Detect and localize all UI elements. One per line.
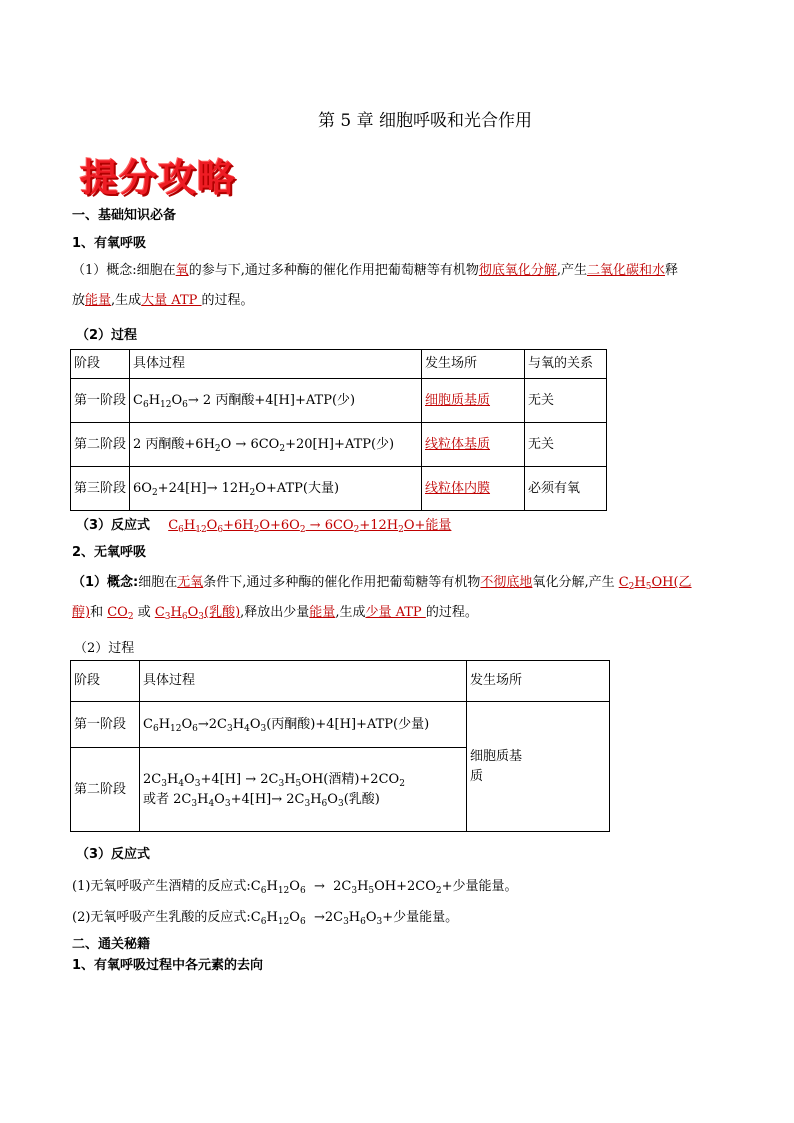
anaerobic-heading: 2、无氧呼吸 <box>72 545 147 560</box>
process-cell: 2 丙酮酸$+6H_2O \to 6CO_2+20[H]+ATP$(少) <box>130 423 422 467</box>
table-header: 发生场所 <box>422 350 525 379</box>
aerobic-process-heading: （2）过程 <box>76 328 138 343</box>
section1-heading: 一、基础知识必备 <box>72 208 177 223</box>
stage-cell: 第一阶段 <box>71 702 140 748</box>
stage-cell: 第二阶段 <box>71 423 130 467</box>
site-cell: 线粒体内膜 <box>422 467 525 511</box>
anaerobic-table <box>70 660 610 832</box>
table-header: 阶段 <box>71 350 130 379</box>
aerobic-heading: 1、有氧呼吸 <box>72 236 147 251</box>
page-title: 第 5 章 细胞呼吸和光合作用 <box>317 111 533 131</box>
table-row <box>71 379 607 423</box>
relation-cell: 必须有氧 <box>525 467 607 511</box>
table-row <box>71 702 610 748</box>
section2-heading: 二、通关秘籍 <box>72 937 151 952</box>
stage-cell: 第二阶段 <box>71 748 140 832</box>
aerobic-equation: （3）反应式 $C_6H_{12}O_6+6H_2O+6O_2 \to 6CO_2+12H_2O+$能量 <box>76 518 452 535</box>
stage-cell: 第一阶段 <box>71 379 130 423</box>
stage-cell: 第三阶段 <box>71 467 130 511</box>
site-cell: 线粒体基质 <box>422 423 525 467</box>
anaerobic-equation-heading: （3）反应式 <box>76 847 151 862</box>
process-cell: $2C_3H_4O_3+4[H] \to 2C_3H_5OH$(酒精)$+2CO_2$ 或者 $2C_3H_4O_3+4[H]\to 2C_3H_6O_3$(乳酸) <box>140 748 467 832</box>
site-cell: 细胞质基质 <box>467 702 610 832</box>
anaerobic-concept: （1）概念:细胞在无氧条件下,通过多种酶的催化作用把葡萄糖等有机物不彻底地氧化分解,产生 $C_2H_5OH$(乙 醇)和 $CO_2$ 或 $C_3H_6O_3$(乳酸),释放出少量能量,生成少量 ATP 的过程。 <box>72 575 692 622</box>
logo-banner: 提分攻略 <box>80 156 237 200</box>
anaerobic-equation-1: (1)无氧呼吸产生酒精的反应式$:C_6H_{12}O_6 \to 2C_3H_5OH+2CO_2+$少量能量。 <box>72 879 518 896</box>
table-row <box>71 467 607 511</box>
process-cell: $6O_2+24[H]\to 12H_2O+ATP$(大量) <box>130 467 422 511</box>
process-cell: $C_6H_{12}O_6\to 2C_3H_4O_3$(丙酮酸)+4[H]+ATP(少量) <box>140 702 467 748</box>
table-header: 阶段 <box>71 661 140 702</box>
table-row <box>71 423 607 467</box>
aerobic-concept: （1）概念:细胞在氧的参与下,通过多种酶的催化作用把葡萄糖等有机物彻底氧化分解,产生二氧化碳和水释 放能量,生成大量 ATP 的过程。 <box>72 263 679 308</box>
table-header: 发生场所 <box>467 661 610 702</box>
relation-cell: 无关 <box>525 379 607 423</box>
relation-cell: 无关 <box>525 423 607 467</box>
anaerobic-equation-2: (2)无氧呼吸产生乳酸的反应式$:C_6H_{12}O_6 \to 2C_3H_6O_3+$少量能量。 <box>72 910 459 927</box>
section2-sub1: 1、有氧呼吸过程中各元素的去向 <box>72 958 264 973</box>
anaerobic-process-heading: （2）过程 <box>74 641 135 656</box>
table-header: 具体过程 <box>140 661 467 702</box>
process-cell: $C_6H_{12}O_6\to 2$ 丙酮酸+4[H]+ATP(少) <box>130 379 422 423</box>
aerobic-table <box>70 349 607 511</box>
table-header: 具体过程 <box>130 350 422 379</box>
site-cell: 细胞质基质 <box>422 379 525 423</box>
table-header: 与氧的关系 <box>525 350 607 379</box>
